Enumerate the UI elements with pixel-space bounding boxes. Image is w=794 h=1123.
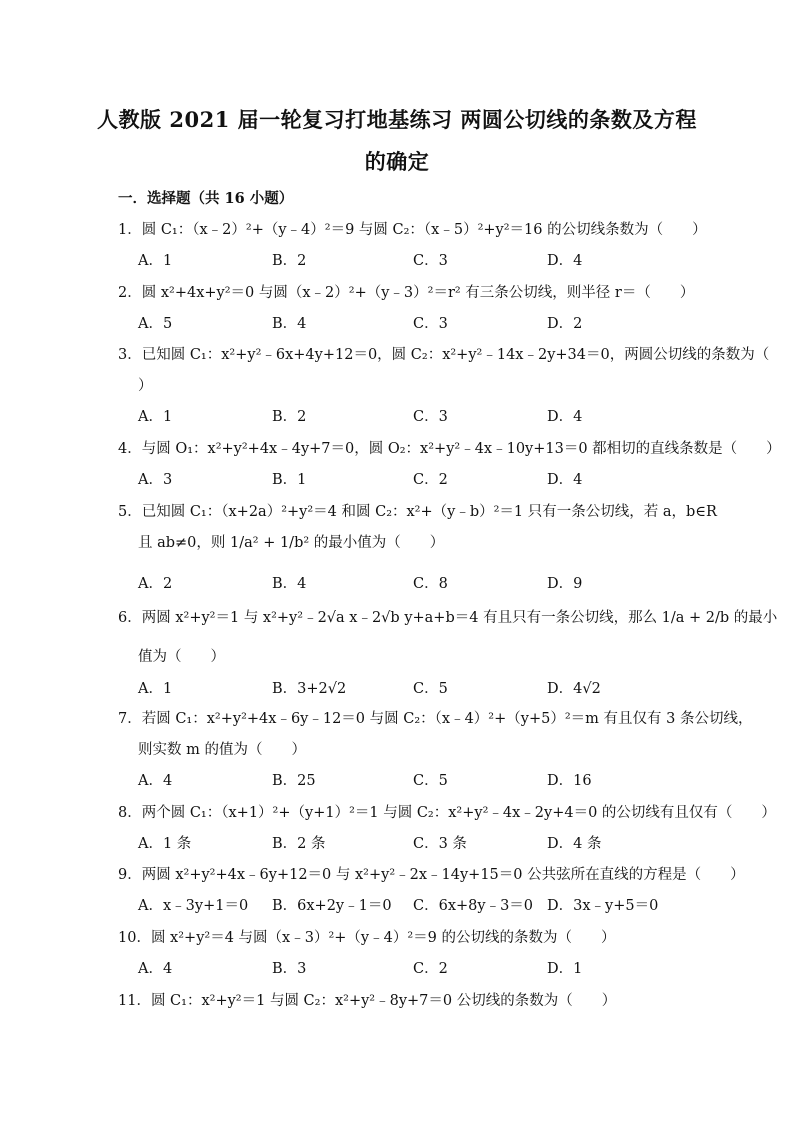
- q5-option-a: A．2: [138, 576, 173, 592]
- q6-option-b: B．3+2√2: [272, 681, 347, 697]
- q1-option-d: D．4: [547, 253, 583, 269]
- section-heading: 一．选择题（共 16 小题）: [118, 190, 294, 207]
- q7-option-d: D．16: [547, 773, 592, 789]
- question-10-stem: 10．圆 x²+y²＝4 与圆（x﹣3）²+（y﹣4）²＝9 的公切线的条数为（ ）: [118, 930, 616, 946]
- q2-option-d: D．2: [547, 316, 583, 332]
- q4-option-c: C．2: [413, 472, 448, 488]
- question-3-stem-cont: ）: [138, 378, 153, 394]
- q8-option-c: C．3 条: [413, 836, 467, 852]
- q8-option-d: D．4 条: [547, 836, 602, 852]
- q4-option-d: D．4: [547, 472, 583, 488]
- question-5-stem: 5．已知圆 C₁：（x+2a）²+y²＝4 和圆 C₂：x²+（y﹣b）²＝1 只有一条公切线，若 a，b∈R: [118, 504, 717, 520]
- q3-option-b: B．2: [272, 409, 307, 425]
- q2-option-b: B．4: [272, 316, 307, 332]
- q4-option-b: B．1: [272, 472, 307, 488]
- q9-option-b: B．6x+2y﹣1＝0: [272, 898, 392, 914]
- q3-option-c: C．3: [413, 409, 448, 425]
- question-9-stem: 9．两圆 x²+y²+4x﹣6y+12＝0 与 x²+y²﹣2x﹣14y+15＝0 公共弦所在直线的方程是（ ）: [118, 867, 745, 883]
- question-7-stem: 7．若圆 C₁：x²+y²+4x﹣6y﹣12＝0 与圆 C₂：（x﹣4）²+（y+5）²＝m 有且仅有 3 条公切线，: [118, 711, 753, 727]
- q10-option-b: B．3: [272, 961, 307, 977]
- q10-option-c: C．2: [413, 961, 448, 977]
- question-1-stem: 1．圆 C₁：（x﹣2）²+（y﹣4）²＝9 与圆 C₂：（x﹣5）²+y²＝16 的公切线条数为（ ）: [118, 222, 707, 238]
- question-6-stem: 6．两圆 x²+y²＝1 与 x²+y²﹣2√a x﹣2√b y+a+b＝4 有且只有一条公切线，那么 1/a + 2/b 的最小: [118, 610, 778, 626]
- q7-option-c: C．5: [413, 773, 448, 789]
- q8-option-b: B．2 条: [272, 836, 326, 852]
- q1-option-b: B．2: [272, 253, 307, 269]
- q5-option-c: C．8: [413, 576, 448, 592]
- question-3-stem: 3．已知圆 C₁：x²+y²﹣6x+4y+12＝0，圆 C₂：x²+y²﹣14x﹣2y+34＝0，两圆公切线的条数为（: [118, 347, 770, 363]
- q2-option-c: C．3: [413, 316, 448, 332]
- q9-option-d: D．3x﹣y+5＝0: [547, 898, 659, 914]
- question-5-stem-cont: 且 ab≠0，则 1/a² + 1/b² 的最小值为（ ）: [138, 535, 445, 551]
- q1-option-a: A．1: [138, 253, 173, 269]
- question-11-stem: 11．圆 C₁：x²+y²＝1 与圆 C₂：x²+y²﹣8y+7＝0 公切线的条数为（ ）: [118, 993, 617, 1009]
- q4-option-a: A．3: [138, 472, 173, 488]
- q8-option-a: A．1 条: [138, 836, 192, 852]
- q7-option-b: B．25: [272, 773, 316, 789]
- q10-option-d: D．1: [547, 961, 583, 977]
- q1-option-c: C．3: [413, 253, 448, 269]
- doc-title-line1: 人教版 2021 届一轮复习打地基练习 两圆公切线的条数及方程: [97, 107, 697, 132]
- doc-title-line2: 的确定: [364, 149, 430, 174]
- q9-option-a: A．x﹣3y+1＝0: [138, 898, 249, 914]
- q6-option-a: A．1: [138, 681, 173, 697]
- q3-option-a: A．1: [138, 409, 173, 425]
- q9-option-c: C．6x+8y﹣3＝0: [413, 898, 534, 914]
- q6-option-c: C．5: [413, 681, 448, 697]
- question-6-stem-cont: 值为（ ）: [138, 649, 225, 665]
- question-8-stem: 8．两个圆 C₁：（x+1）²+（y+1）²＝1 与圆 C₂：x²+y²﹣4x﹣2y+4＝0 的公切线有且仅有（ ）: [118, 805, 776, 821]
- q3-option-d: D．4: [547, 409, 583, 425]
- q7-option-a: A．4: [138, 773, 173, 789]
- question-2-stem: 2．圆 x²+4x+y²＝0 与圆（x﹣2）²+（y﹣3）²＝r² 有三条公切线，则半径 r＝（ ）: [118, 285, 695, 301]
- q5-option-b: B．4: [272, 576, 307, 592]
- q2-option-a: A．5: [138, 316, 173, 332]
- question-7-stem-cont: 则实数 m 的值为（ ）: [138, 742, 306, 758]
- q5-option-d: D．9: [547, 576, 583, 592]
- q10-option-a: A．4: [138, 961, 173, 977]
- question-4-stem: 4．与圆 O₁：x²+y²+4x﹣4y+7＝0，圆 O₂：x²+y²﹣4x﹣10y+13＝0 都相切的直线条数是（ ）: [118, 441, 781, 457]
- q6-option-d: D．4√2: [547, 681, 601, 697]
